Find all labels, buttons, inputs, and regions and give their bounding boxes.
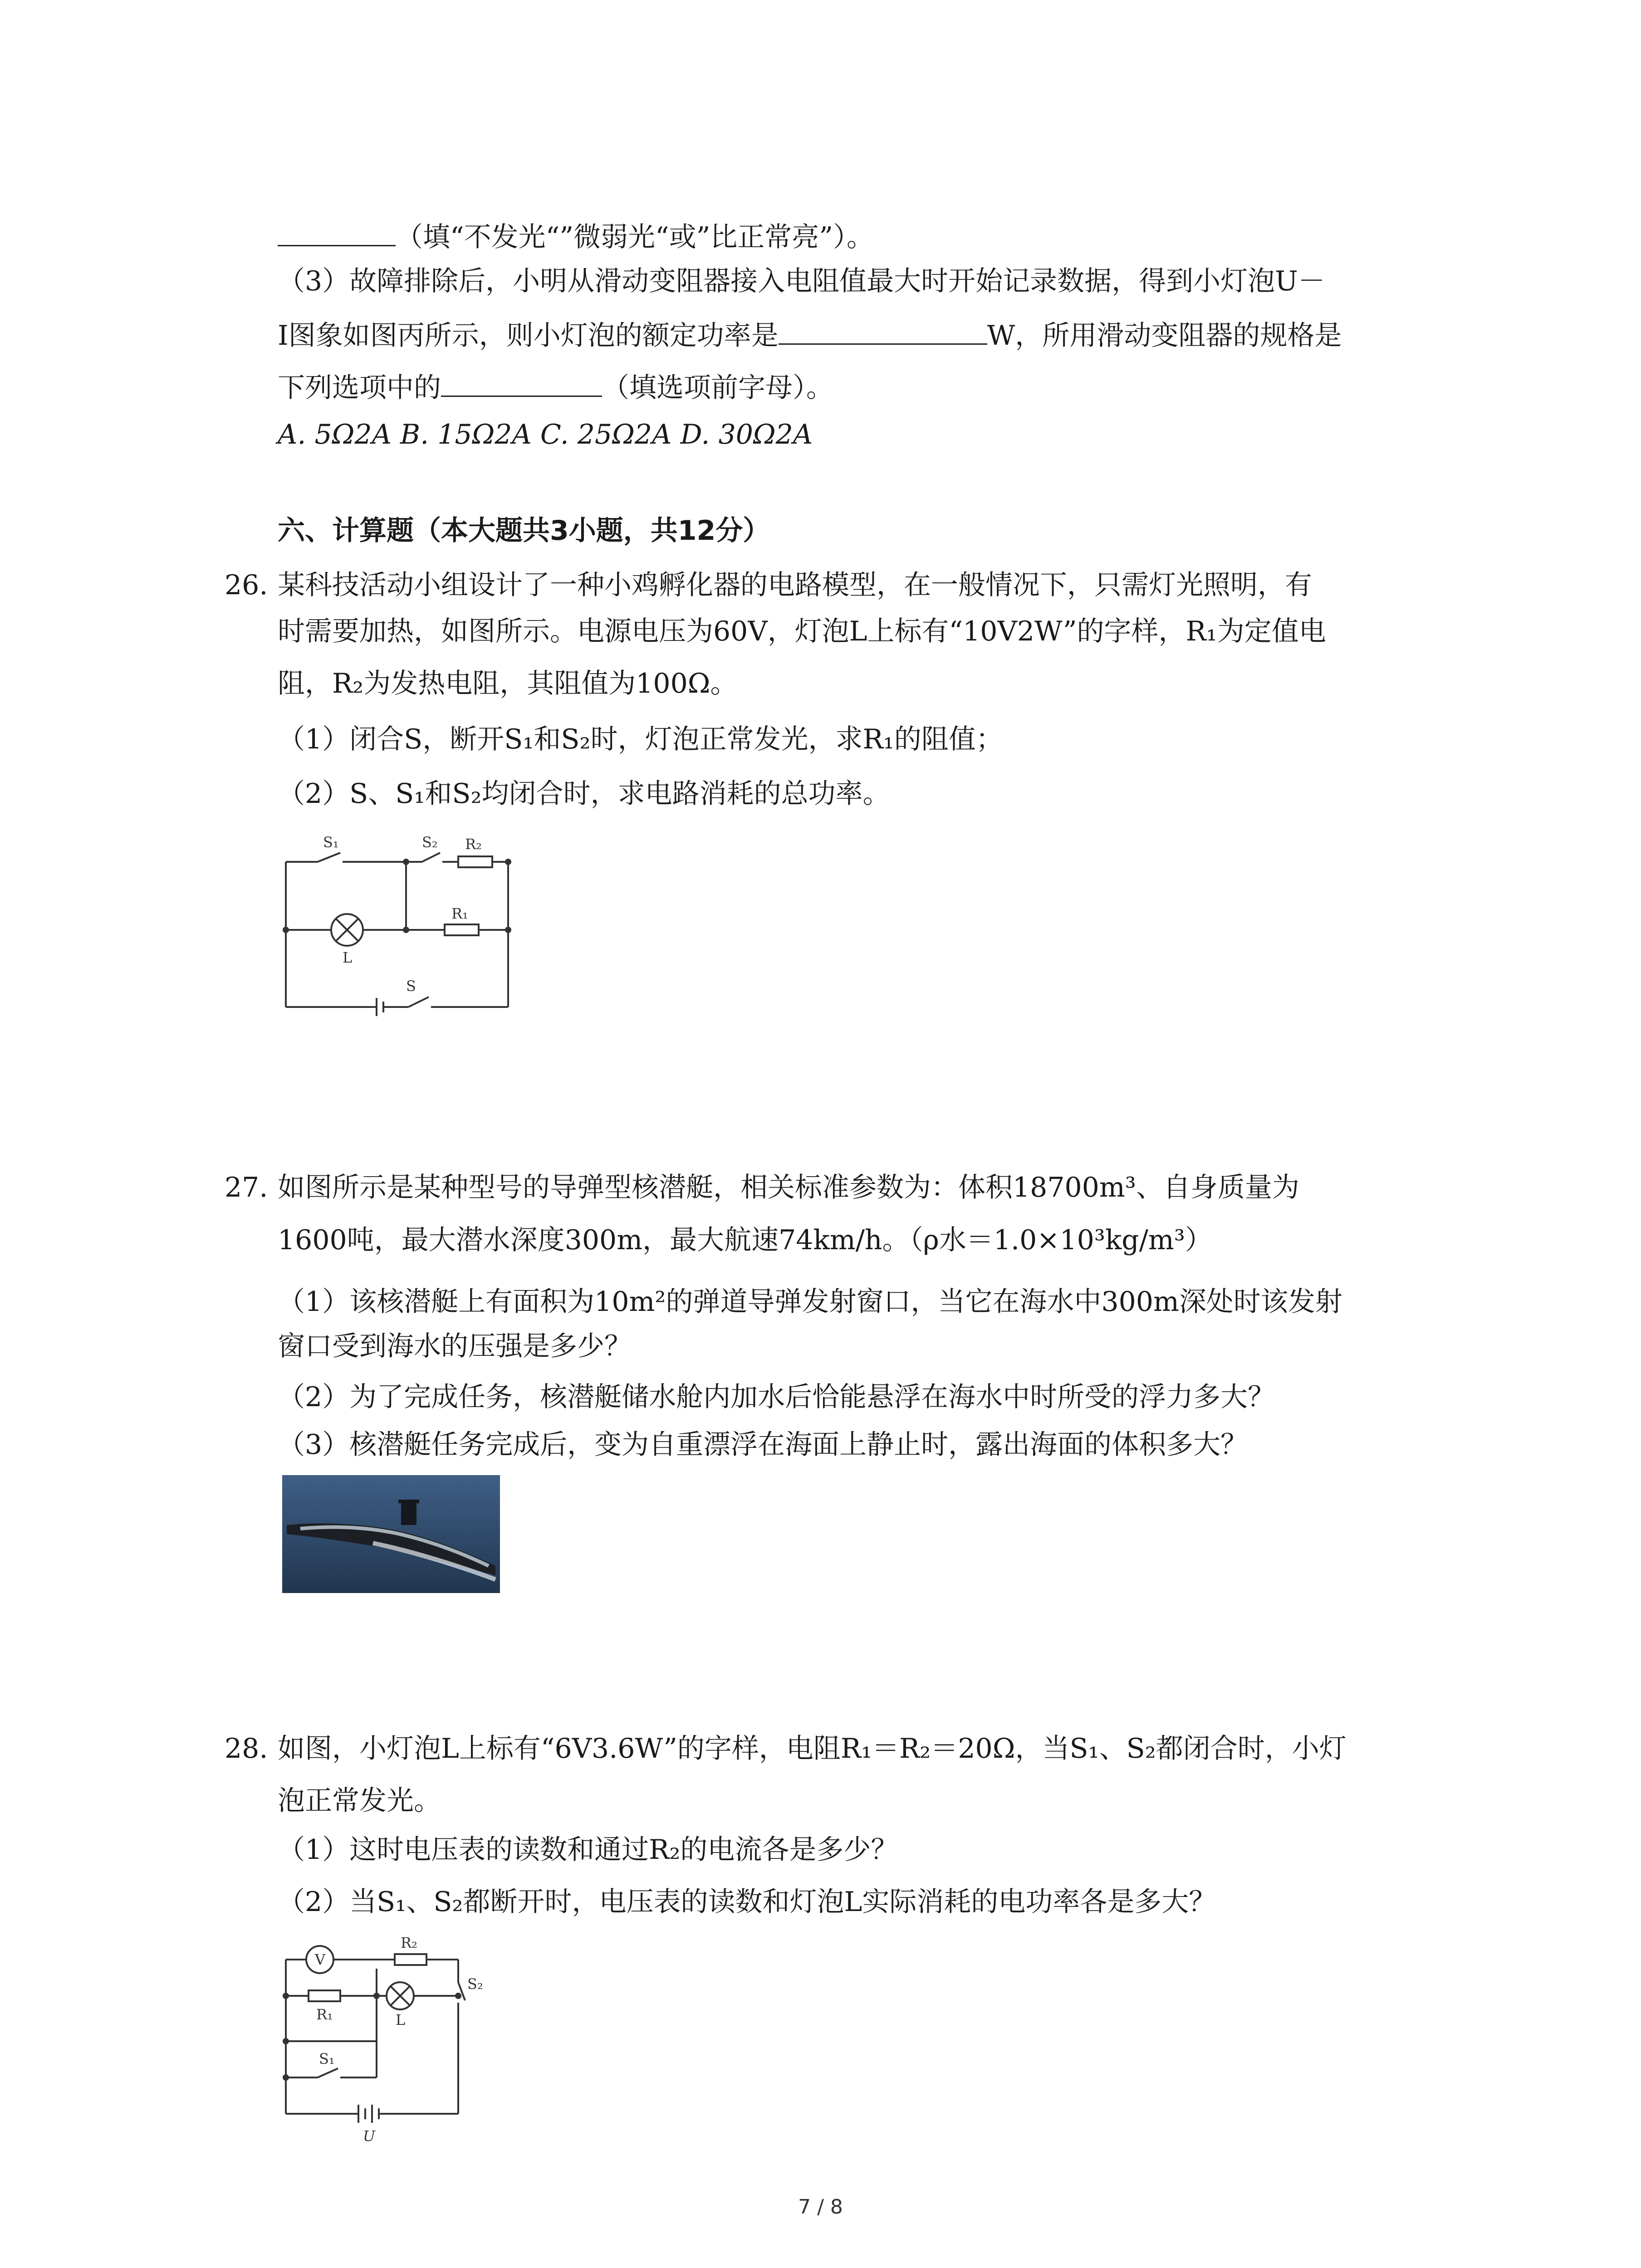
page-number: 7 / 8 [798,2195,843,2219]
q25-line4: 下列选项中的 （填选项前字母）。 [278,368,833,406]
answer-blank[interactable] [278,218,396,246]
q26-circuit-diagram [272,835,526,1016]
label-r1: R₁ [451,905,468,922]
q26-line3: 阻，R₂为发热电阻，其阻值为100Ω。 [278,668,738,699]
label-voltmeter: V [315,1951,326,1968]
answer-blank[interactable] [779,316,987,345]
q27-sub1b: 窗口受到海水的压强是多少？ [278,1330,632,1362]
q28-sub2: （2）当S₁、S₂都断开时，电压表的读数和灯泡L实际消耗的电功率各是多大？ [278,1886,1216,1918]
q27-number: 27. [225,1172,268,1203]
label-s: S [406,978,416,995]
q27-line2: 1600吨，最大潜水深度300m，最大航速74km/h。（ρ水＝1.0×10³kg/m³） [278,1224,1212,1256]
label-s1: S₁ [319,2050,335,2068]
label-lamp: L [396,2011,406,2028]
label-r2: R₂ [401,1934,417,1951]
q26-sub1: （1）闭合S，断开S₁和S₂时，灯泡正常发光，求R₁的阻值； [278,723,1003,755]
q28-line2: 泡正常发光。 [278,1785,441,1817]
answer-blank[interactable] [441,368,602,397]
q27-sub2: （2）为了完成任务，核潜艇储水舱内加水后恰能悬浮在海水中时所受的浮力多大？ [278,1381,1275,1413]
q26-number: 26. [225,569,268,601]
q27-sub3: （3）核潜艇任务完成后，变为自重漂浮在海面上静止时，露出海面的体积多大？ [278,1429,1248,1461]
q28-circuit-diagram [272,1932,508,2146]
q26-sub2: （2）S、S₁和S₂均闭合时，求电路消耗的总功率。 [278,778,890,810]
q26-line1: 某科技活动小组设计了一种小鸡孵化器的电路模型，在一般情况下，只需灯光照明，有 [278,569,1312,601]
q25-line2: （3）故障排除后，小明从滑动变阻器接入电阻值最大时开始记录数据，得到小灯泡U－ [278,265,1325,297]
q27-line1: 如图所示是某种型号的导弹型核潜艇，相关标准参数为：体积18700m³、自身质量为 [278,1172,1299,1203]
q25-line1: （填“不发光“”微弱光“或”比正常亮”）。 [278,218,874,255]
label-r2: R₂ [465,836,482,853]
label-s1: S₁ [323,835,339,851]
label-lamp: L [343,949,353,966]
q25-line3: I图象如图丙所示，则小灯泡的额定功率是 W，所用滑动变阻器的规格是 [278,316,1342,354]
q27-sub1a: （1）该核潜艇上有面积为10m²的弹道导弹发射窗口，当它在海水中300m深处时该发射 [278,1286,1342,1318]
q28-sub1: （1）这时电压表的读数和通过R₂的电流各是多少？ [278,1834,898,1866]
section-title: 六、计算题（本大题共3小题，共12分） [278,515,770,547]
q28-number: 28. [225,1733,268,1765]
label-u: U [363,2127,375,2145]
q25-options: A. 5Ω2A B. 15Ω2A C. 25Ω2A D. 30Ω2A [278,419,813,450]
q28-line1: 如图，小灯泡L上标有“6V3.6W”的字样，电阻R₁＝R₂＝20Ω，当S₁、S₂都闭合时，小灯 [278,1733,1347,1765]
label-r1: R₁ [316,2006,333,2023]
label-s2: S₂ [467,1975,483,1993]
submarine-photo [282,1475,500,1593]
q26-line2: 时需要加热，如图所示。电源电压为60V，灯泡L上标有“10V2W”的字样，R₁为定值电 [278,616,1326,647]
label-s2: S₂ [422,835,438,851]
